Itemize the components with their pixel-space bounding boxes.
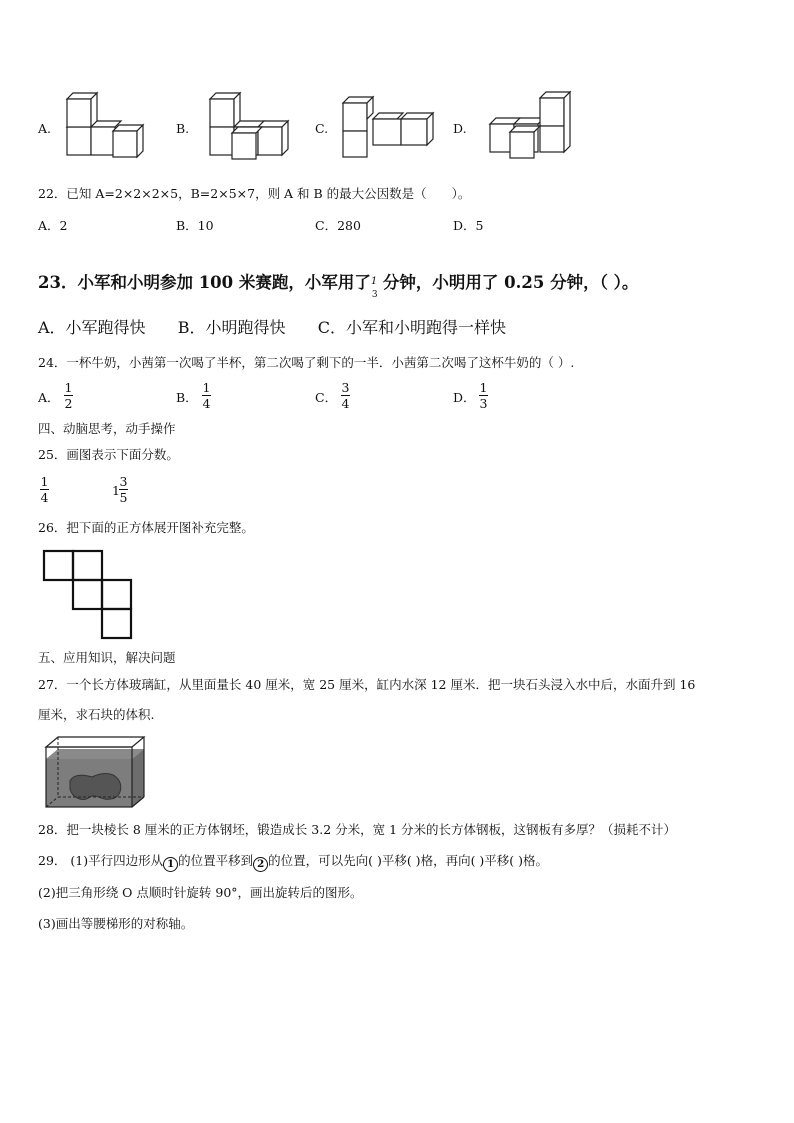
section-5-title: 五、应用知识，解决问题 [38,650,176,665]
fraction-numerator: 1 [202,380,211,395]
q29-part3: (3)画出等腰梯形的对称轴。 [38,916,194,931]
q23-option-a: A．小军跑得快 [38,318,146,337]
q22-option-c: C．280 [315,218,361,233]
q24-option-d-fraction [479,381,488,410]
q27-question-line1: 27．一个长方体玻璃缸，从里面量长 40 厘米，宽 25 厘米，缸内水深 12 厘米．把一块石头浸入水中后，水面升到 16 [38,677,696,692]
q21-option-a-figure [65,93,155,159]
q22-option-d: D．5 [453,218,484,233]
q29-part1-c: 的位置，可以先向( )平移( )格，再向( )平移( )格。 [268,853,549,868]
fraction-numerator: 3 [119,474,128,489]
q24-option-c-label: C． [315,390,338,405]
fraction-denominator: 3 [479,396,488,411]
q23-frac-den: 3 [371,290,378,300]
q25-fraction-2 [119,475,128,504]
circled-number-1: 1 [163,857,178,872]
q22-option-b: B．10 [176,218,214,233]
q21-option-c-figure [341,97,435,159]
q21-option-d-label: D. [453,121,467,136]
q26-question: 26．把下面的正方体展开图补充完整。 [38,520,254,535]
fraction-numerator: 1 [479,380,488,395]
q25-fraction-1 [40,475,49,504]
q23-option-c: C．小军和小明跑得一样快 [317,318,506,337]
q21-option-b-label: B. [176,121,190,136]
q21-option-c-label: C. [315,121,329,136]
q24-option-c-fraction [341,381,350,410]
fraction-denominator: 4 [202,396,211,411]
q27-question-line2: 厘米，求石块的体积. [38,707,155,722]
section-4-title: 四、动脑思考，动手操作 [38,421,176,436]
fraction-denominator: 4 [341,396,350,411]
q24-option-d-label: D． [453,390,476,405]
q23-question-pre: 23．小军和小明参加 100 米赛跑，小军用了 [38,273,371,292]
q24-option-a-label: A． [38,390,60,405]
q23-question-post: 分钟，小明用了 0.25 分钟，（ ）。 [382,273,639,292]
q24-option-b-fraction [202,381,211,410]
q24-option-b-label: B． [176,390,198,405]
q29-part1-b: 的位置平移到 [178,853,254,868]
circled-number-2: 2 [253,857,268,872]
q23-option-b: B．小明跑得快 [177,318,286,337]
fraction-denominator: 2 [64,396,73,411]
q23-frac-num: 1 [370,276,378,287]
q24-option-a-fraction [64,381,73,410]
q29-part1 [38,853,548,872]
q29-part1-a: 29． (1)平行四边形从 [38,853,164,868]
q22-question: 22．已知 A=2×2×2×5，B=2×5×7，则 A 和 B 的最大公因数是（ ）。 [38,186,471,201]
q21-option-b-figure [208,93,300,161]
fraction-denominator: 5 [119,490,128,505]
q22-option-a: A．2 [38,218,68,233]
q21-option-a-label: A. [38,121,52,136]
fraction-numerator: 1 [40,474,49,489]
q21-option-d-figure [488,92,576,160]
q25-question: 25．画图表示下面分数。 [38,447,179,462]
q27-tank-figure [44,735,148,809]
q29-part2: (2)把三角形绕 O 点顺时针旋转 90°，画出旋转后的图形。 [38,885,363,900]
q28-question: 28．把一块棱长 8 厘米的正方体钢坯，锻造成长 3.2 分米，宽 1 分米的长方体钢板，这钢板有多厚？（损耗不计） [38,822,677,837]
fraction-numerator: 3 [341,380,350,395]
q26-cube-net-figure [42,549,134,643]
q23-options [38,315,506,338]
q23-question [38,272,639,300]
fraction-denominator: 4 [40,490,49,505]
q25-mixed-whole: 1 [112,483,120,498]
fraction-numerator: 1 [64,380,73,395]
q24-question: 24．一杯牛奶，小茜第一次喝了半杯，第二次喝了剩下的一半．小茜第二次喝了这杯牛奶的（ ）. [38,355,575,370]
